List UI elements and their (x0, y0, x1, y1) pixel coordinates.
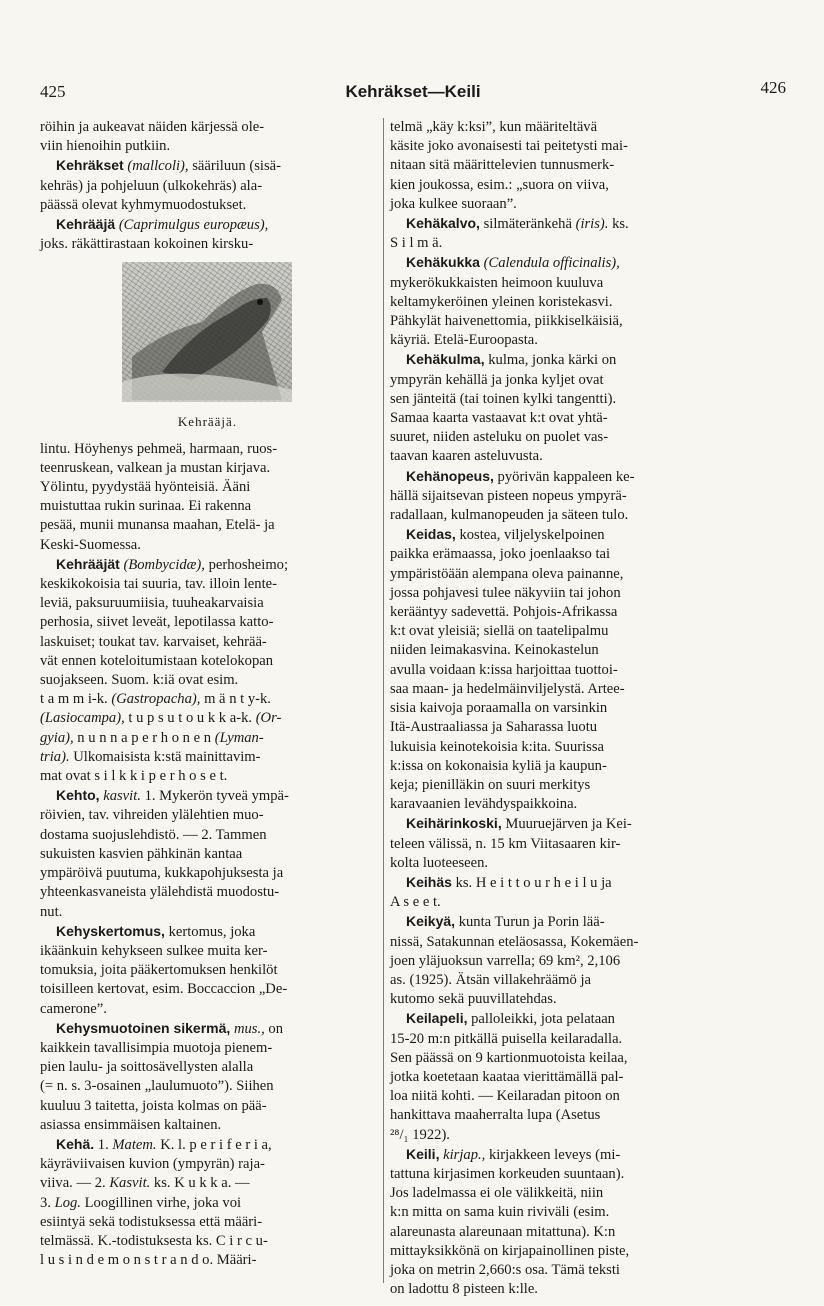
text-line: ympäristöään alempana oleva painanne, (390, 565, 624, 582)
text-line: (= n. s. 3-osainen „laulumuoto”). Siihen (40, 1078, 274, 1095)
text-line: jossa pohjavesi tulee näkyviin tai johon (390, 584, 621, 601)
text-line: l u s i n d e m o n s t r a n d o. Määri- (40, 1252, 257, 1269)
text-line: gyia), n u n n a p e r h o n e n (Lyman- (40, 729, 264, 746)
entry-kehraaja (40, 215, 375, 235)
entry-keidas: Keidas, kostea, viljelyskelpoinen (406, 526, 605, 544)
text-line: suuret, niiden asteluku on puolet vas- (390, 429, 609, 446)
entry-keihas: Keihäs ks. H e i t t o u r h e i l u ja (406, 873, 612, 891)
text-line: viin hienoihin putkiin. (40, 138, 171, 155)
text-line: toisilleen kertovat, esim. Boccaccion „De- (40, 981, 288, 998)
text-line: Yölintu, pyydystää hyönteisiä. Ääni (40, 479, 251, 496)
text-line: tria). Ulkomaisista k:stä mainittavim- (40, 748, 261, 765)
text-line: joka kulkee suoraan”. (390, 195, 517, 212)
text-line: dostama suojuslehdistö. — 2. Tammen (40, 826, 267, 843)
entry-keiharinkoski: Keihärinkoski, Muuruejärven ja Kei- (406, 815, 632, 833)
text-line: kien joukossa, esim.: „suora on viiva, (390, 176, 609, 193)
page-number-left: 425 (40, 82, 66, 101)
text-line: pesää, munii munansa maahan, Etelä- ja (40, 517, 275, 534)
text-line: kaikkein tavallisimpia muotoja pienem- (40, 1039, 273, 1056)
entry-term: Kehä. (56, 1135, 95, 1152)
entry-term: Keihäs (406, 873, 452, 890)
text-line: saa maan- ja hedelmäinviljelystä. Artee- (390, 680, 625, 697)
field-label: kasvit. (103, 788, 141, 805)
text-line: asiassa ensimmäisen kaltainen. (40, 1116, 222, 1133)
text-line: sukuisten kasvien pähkinän kantaa (40, 845, 243, 862)
text-line: kehräs) ja pohjeluun (ulkokehräs) ala- (40, 177, 263, 194)
text-line: nitaan sitä määrittelevien tunnusmerk- (390, 157, 615, 174)
left-column (40, 118, 375, 1270)
text-line: kerääntyy sadevettä. Pohjois-Afrikassa (390, 604, 618, 621)
text-line: niiden leimakasvina. Keinokastelun (390, 642, 599, 659)
entry-keikya: Keikyä, kunta Turun ja Porin lää- (406, 913, 605, 931)
text-line: 15-20 m:n pitkällä puisella keilaradalla. (390, 1030, 623, 1047)
text-line: t a m m i-k. (Gastropacha), m ä n t y-k. (40, 691, 271, 708)
text-line: tomuksia, joita pääkertomuksen henkilöt (40, 962, 278, 979)
text-line: röivien, tav. vihreiden ylälehtien muo- (40, 807, 264, 824)
entry-kehakukka (390, 253, 726, 273)
text-line: joks. räkättirastaan kokoinen kirsku- (40, 236, 254, 253)
page-header (40, 78, 786, 108)
entry-kehysmuotoinen: Kehysmuotoinen sikermä, mus., on (56, 1019, 283, 1037)
text-line: joka on metrin 2,660:s osa. Tämä teksti (390, 1261, 620, 1278)
figure-caption: Kehrääjä. (177, 414, 238, 430)
text-line: suojakseen. Suom. k:iä ovat esim. (40, 672, 239, 689)
entry-term: Kehto, (56, 787, 100, 804)
field-label: mus., (233, 1020, 265, 1037)
text-line: telmässä. K.-todistuksesta ks. C i r c u- (40, 1232, 268, 1249)
entry-term: Kehräkset (56, 157, 124, 174)
text-line: keja; pienilläkin on suuri merkitys (390, 776, 591, 793)
entry-kehyskertomus: Kehyskertomus, kertomus, joka (56, 922, 256, 940)
text-line: 3. Log. Loogillinen virhe, joka voi (40, 1194, 242, 1211)
text-line: ympäröivä puutuma, kukkapohjuksesta ja (40, 865, 284, 882)
text-line: telmä „käy k:ksi”, kun määriteltävä (390, 119, 598, 135)
latin-name: (Calendula officinalis), (483, 255, 620, 272)
text-line: Keski-Suomessa. (40, 536, 141, 553)
text-line: loa niitä kohti. — Keilaradan pitoon on (390, 1088, 620, 1105)
text-line: röihin ja aukeavat näiden kärjessä ole- (40, 119, 265, 135)
text-line: keskikokoisia tai suuria, tav. illoin lente- (40, 576, 277, 593)
entry-kehakalvo: Kehäkalvo, silmäteränkehä (iris). ks. (406, 215, 629, 233)
entry-term: Keili, (406, 1145, 440, 1162)
column-divider (383, 118, 384, 1283)
text-line: on ladottu 8 pisteen k:lle. (390, 1281, 538, 1298)
text-line: taavan kaaren asteluvusta. (390, 448, 543, 465)
running-title: Kehräkset—Keili (345, 82, 481, 101)
nightjar-illustration (122, 262, 292, 402)
text-line: camerone”. (40, 1000, 107, 1017)
text-line: käyräviivaisen kuvion (ympyrän) raja- (40, 1156, 265, 1173)
latin-name: (iris). (575, 216, 609, 233)
text-line: avulla voidaan k:issa harjoittaa tuottoi- (390, 661, 618, 678)
text-line: (Lasiocampa), t u p s u t o u k k a-k. (Or- (40, 710, 282, 727)
text-line: S i l m ä. (390, 235, 443, 252)
text-line: karavaanien levähdyspaikkoina. (390, 796, 578, 813)
entry-kehraajat: Kehrääjät (Bombycidæ), perhosheimo; (56, 555, 289, 573)
entry-term: Kehrääjät (56, 555, 120, 572)
nightjar-drawing (122, 262, 292, 402)
entry-keilapeli: Keilapeli, palloleikki, jota pelataan (406, 1010, 615, 1028)
text-line: leviä, paksuruumiisia, tuuheakarvaisia (40, 595, 264, 612)
entry-kehto: Kehto, kasvit. 1. Mykerön tyveä ympä- (56, 787, 289, 805)
text-line: laskuiset; toukat tav. karvaiset, kehrää- (40, 633, 267, 650)
entry-term: Kehäkalvo, (406, 215, 480, 232)
text-line: vät ennen koteloitumistaan kotelokopan (40, 652, 274, 669)
text-line: perhosia, siivet leveät, lepotilassa katto- (40, 614, 274, 631)
entry-keha: Kehä. 1. Matem. K. l. p e r i f e r i a, (56, 1135, 272, 1153)
text-line: mykerökukkaisten heimoon kuuluva (390, 274, 604, 291)
text-line: nissä, Satakunnan eteläosassa, Kokemäen- (390, 933, 639, 950)
text-line: lintu. Höyhenys pehmeä, harmaan, ruos- (40, 440, 278, 457)
text-line: Pähkylät haivenettomia, piikkiselkäisiä, (390, 313, 623, 330)
text-line: nut. (40, 903, 63, 920)
text-line: esiintyä sekä todistuksessa että määri- (40, 1213, 263, 1230)
text-line: sen jänteitä (tai toinen kylki tangentti). (390, 390, 617, 407)
text-line: Itä-Austraaliassa ja Saharassa luotu (390, 719, 598, 736)
text-line: mat ovat s i l k k i p e r h o s e t. (40, 768, 228, 785)
text-line: käsite joko avonaisesti tai peitetysti mai- (390, 138, 628, 155)
text-line: kolta luoteeseen. (390, 854, 489, 871)
text-line: alareunasta alareunaan mitattuna). K:n (390, 1223, 616, 1240)
entry-term: Keidas, (406, 526, 456, 543)
entry-kehrakset: Kehräkset (mallcoli), sääriluun (sisä- (56, 157, 281, 175)
text-line: muistuttaa rukin surinaa. Ei rakenna (40, 498, 252, 515)
entry-term: Kehrääjä (56, 216, 116, 233)
text-line: k:issa on kokonaisia kyliä ja kaupun- (390, 757, 607, 774)
text-line: ympyrän kehällä ja jonka kyljet ovat (390, 371, 604, 388)
text-line: viiva. — 2. Kasvit. ks. K u k k a. — (40, 1175, 250, 1192)
entry-term: Kehyskertomus, (56, 922, 165, 939)
entry-term: Kehäkukka (406, 254, 480, 271)
text-line: hällä sijaitsevan pisteen nopeus ympyrä- (390, 487, 627, 504)
text-line: ikäänkuin kehykseen sulkee muita ker- (40, 942, 268, 959)
text-line: pien laulu- ja soittosävellysten alalla (40, 1059, 254, 1076)
text-line: A s e e t. (390, 894, 441, 911)
entry-term: Kehäkulma, (406, 351, 485, 368)
entry-term: Kehänopeus, (406, 467, 494, 484)
text-line: tattuna kirjasimen korkeuden suuntaan). (390, 1165, 625, 1182)
right-column (390, 118, 726, 1299)
text-line: Sen päässä on 9 kartionmuotoista keilaa, (390, 1049, 628, 1066)
entry-kehanopeus: Kehänopeus, pyörivän kappaleen ke- (406, 467, 635, 485)
text-line: yhteenkasvaneista ylälehdistä muodostu- (40, 884, 280, 901)
entry-term: Kehysmuotoinen sikermä, (56, 1019, 231, 1036)
text-line: paikka erämaassa, joko joenlaakso tai (390, 546, 611, 563)
text-line: teenruskean, valkean ja mustan kirjava. (40, 459, 271, 476)
text-line: kutomo sekä puuvillatehdas. (390, 991, 557, 1008)
latin-name: (Caprimulgus europæus), (118, 217, 269, 234)
text-line: ²⁸/₁ 1922). (390, 1126, 450, 1143)
text-line: as. (1925). Ätsän villakehräämö ja (390, 971, 592, 988)
entry-keili: Keili, kirjap., kirjakkeen leveys (mi- (406, 1145, 621, 1163)
text-line: mittayksikkönä on kirjapainollinen piste, (390, 1242, 630, 1259)
text-line: sisia kaivoja poraamalla on varsinkin (390, 700, 608, 717)
text-line: jotka koetetaan kaataa vierittämällä pal- (390, 1068, 624, 1085)
text-line: keltamykeröinen yleinen koristekasvi. (390, 293, 613, 310)
text-line: hankittava maaherralta lupa (Asetus (390, 1107, 601, 1124)
page-number-right: 426 (760, 78, 786, 97)
text-line: Jos ladelmassa ei ole välikkeitä, niin (390, 1185, 604, 1202)
text-line: lukuisia keinotekoisia k:ita. Suurissa (390, 738, 605, 755)
text-line: radallaan, kulmanopeuden ja säteen tulo. (390, 507, 629, 524)
text-line: k:n mitta on sama kuin riviväli (esim. (390, 1204, 610, 1221)
text-line: käyriä. Etelä-Euroopasta. (390, 332, 538, 349)
text-line: päässä olevat kyhmymuodostukset. (40, 196, 247, 213)
field-label: kirjap., (443, 1146, 486, 1163)
text-line: k:t ovat yleisiä; siellä on taatelipalmu (390, 623, 609, 640)
latin-name: (Bombycidæ), (123, 556, 205, 573)
entry-kehakulma: Kehäkulma, kulma, jonka kärki on (406, 351, 617, 369)
latin-name: (mallcoli), (127, 158, 189, 175)
text-line: Samaa kaarta vastaavat k:t ovat yhtä- (390, 410, 608, 427)
text-line: joen yläjuoksun varrella; 69 km², 2,106 (390, 952, 621, 969)
entry-term: Keihärinkoski, (406, 815, 502, 832)
text-line: teleen välissä, n. 15 km Viitasaaren kir- (390, 835, 621, 852)
entry-term: Keikyä, (406, 913, 456, 930)
entry-term: Keilapeli, (406, 1010, 468, 1027)
text-line: kuuluu 3 taitetta, joista kolmas on pää- (40, 1097, 267, 1114)
